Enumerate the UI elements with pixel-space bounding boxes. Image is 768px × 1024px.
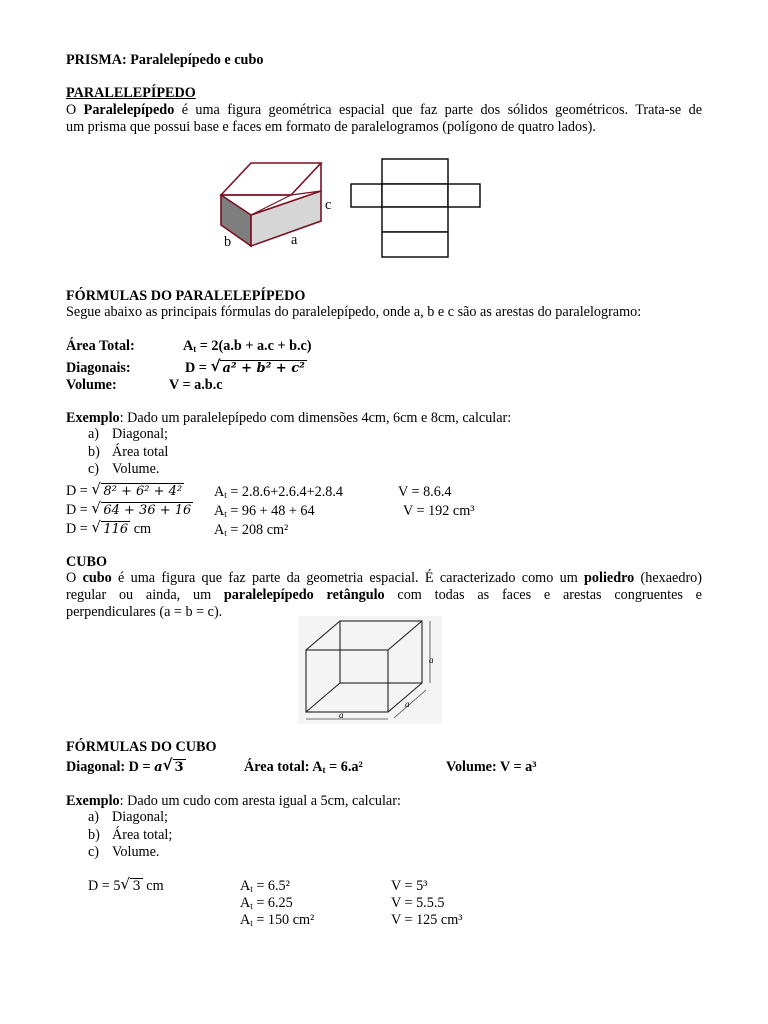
cube-formulas-heading: FÓRMULAS DO CUBO (66, 739, 217, 755)
parallelepiped-figure (218, 158, 338, 250)
figure-label-a: a (291, 232, 298, 248)
figure-label-b: b (224, 234, 232, 250)
parallelepiped-formulas-intro: Segue abaixo as principais fórmulas do paralelepípedo, onde a, b e c são as arestas do paralelogramo: (66, 304, 642, 320)
cube-heading: CUBO (66, 554, 107, 570)
cube-description-line-2: regular ou ainda, um paralelepípedo retângulo com todas as faces e arestas congruentes e (66, 587, 702, 603)
cube-figure-label-depth: a (405, 699, 410, 709)
volume-label: Volume: (66, 377, 117, 393)
parallelepiped-net-figure (348, 156, 484, 260)
box-front-face (251, 191, 321, 246)
list-item: c) Volume. (88, 844, 160, 860)
example-1-diagonal-step-1: D = √ 8² + 6² + 4² (66, 480, 183, 499)
parallelepiped-intro-line-2: um prisma que possui base e faces em formato de paralelogramos (polígono de quatro lados). (66, 119, 596, 135)
example-2-area-step-2: $A_t = 6.25$ (240, 895, 293, 911)
volume-formula: V = a.b.c (169, 377, 223, 393)
list-item: c) Volume. (88, 461, 160, 477)
parallelepiped-term: Paralelepípedo (83, 102, 175, 118)
parallelepiped-heading: PARALELEPÍPEDO (66, 85, 196, 101)
example-2-area-step-3: $A_t = 150$ cm² (240, 912, 315, 928)
list-item: a) Diagonal; (88, 809, 168, 825)
example-1-volume-step-2: V = 192 cm³ (403, 503, 475, 519)
example-1-list (88, 426, 168, 479)
cube-volume-formula: Volume: V = a³ (446, 759, 537, 775)
example-1-volume-step-1: V = 8.6.4 (398, 484, 452, 500)
parallelepiped-intro-line-1: O Paralelepípedo é uma figura geométrica espacial que faz parte dos sólidos geométricos. Trata-se de (66, 102, 702, 118)
example-2-list (88, 809, 172, 862)
cube-area-formula: Área total: $A_t = 6.a^2$ (244, 759, 363, 775)
example-1-diagonal-step-2: D = √ 64 + 36 + 16 (66, 499, 192, 518)
document-title: PRISMA: Paralelepípedo e cubo (66, 52, 264, 68)
cube-figure (298, 616, 442, 724)
example-1-area-step-1: $A_t = 2.8.6+2.6.4+2.8.4$ (214, 484, 343, 500)
diagonal-label: Diagonais: (66, 360, 131, 376)
example-1-diagonal-step-3: D = √ 116 cm (66, 518, 152, 537)
area-total-label: Área Total: (66, 338, 135, 354)
area-total-formula: $A_t = 2(a.b + a.c + b.c)$ (183, 338, 312, 354)
list-item: b) Área total (88, 443, 169, 460)
list-item: b) Área total; (88, 826, 173, 843)
example-2-volume-step-2: V = 5.5.5 (391, 895, 445, 911)
figure-label-c: c (325, 197, 332, 213)
example-2-area-step-1: $A_t = 6.5^2$ (240, 878, 290, 894)
example-2-statement: Exemplo: Dado um cudo com aresta igual a 5cm, calcular: (66, 793, 401, 809)
cube-description-line-3: perpendiculares (a = b = c). (66, 604, 223, 620)
cube-figure-label-bottom: a (339, 710, 344, 720)
example-1-area-step-2: $A_t = 96 + 48 + 64$ (214, 503, 315, 519)
diagonal-formula: D = √ a² + b² + c² (185, 357, 305, 376)
list-item: a) Diagonal; (88, 426, 168, 442)
parallelepiped-formulas-heading: FÓRMULAS DO PARALELEPÍPEDO (66, 288, 306, 304)
box-top-face (221, 163, 321, 195)
example-1-statement: Exemplo: Dado um paralelepípedo com dimensões 4cm, 6cm e 8cm, calcular: (66, 410, 512, 426)
example-2-volume-step-3: V = 125 cm³ (391, 912, 463, 928)
example-1-area-step-3: $A_t = 208$ cm² (214, 522, 289, 538)
example-2-diagonal: D = 5 √ 3 cm (88, 875, 164, 894)
cube-description-line-1: O cubo é uma figura que faz parte da geometria espacial. É caracterizado como um poliedro (hexaedro) (66, 570, 702, 586)
cube-diagonal-formula: Diagonal: D = a √ 3 (66, 756, 184, 775)
example-2-volume-step-1: V = 5³ (391, 878, 428, 894)
cube-figure-label-height: a (429, 655, 434, 665)
